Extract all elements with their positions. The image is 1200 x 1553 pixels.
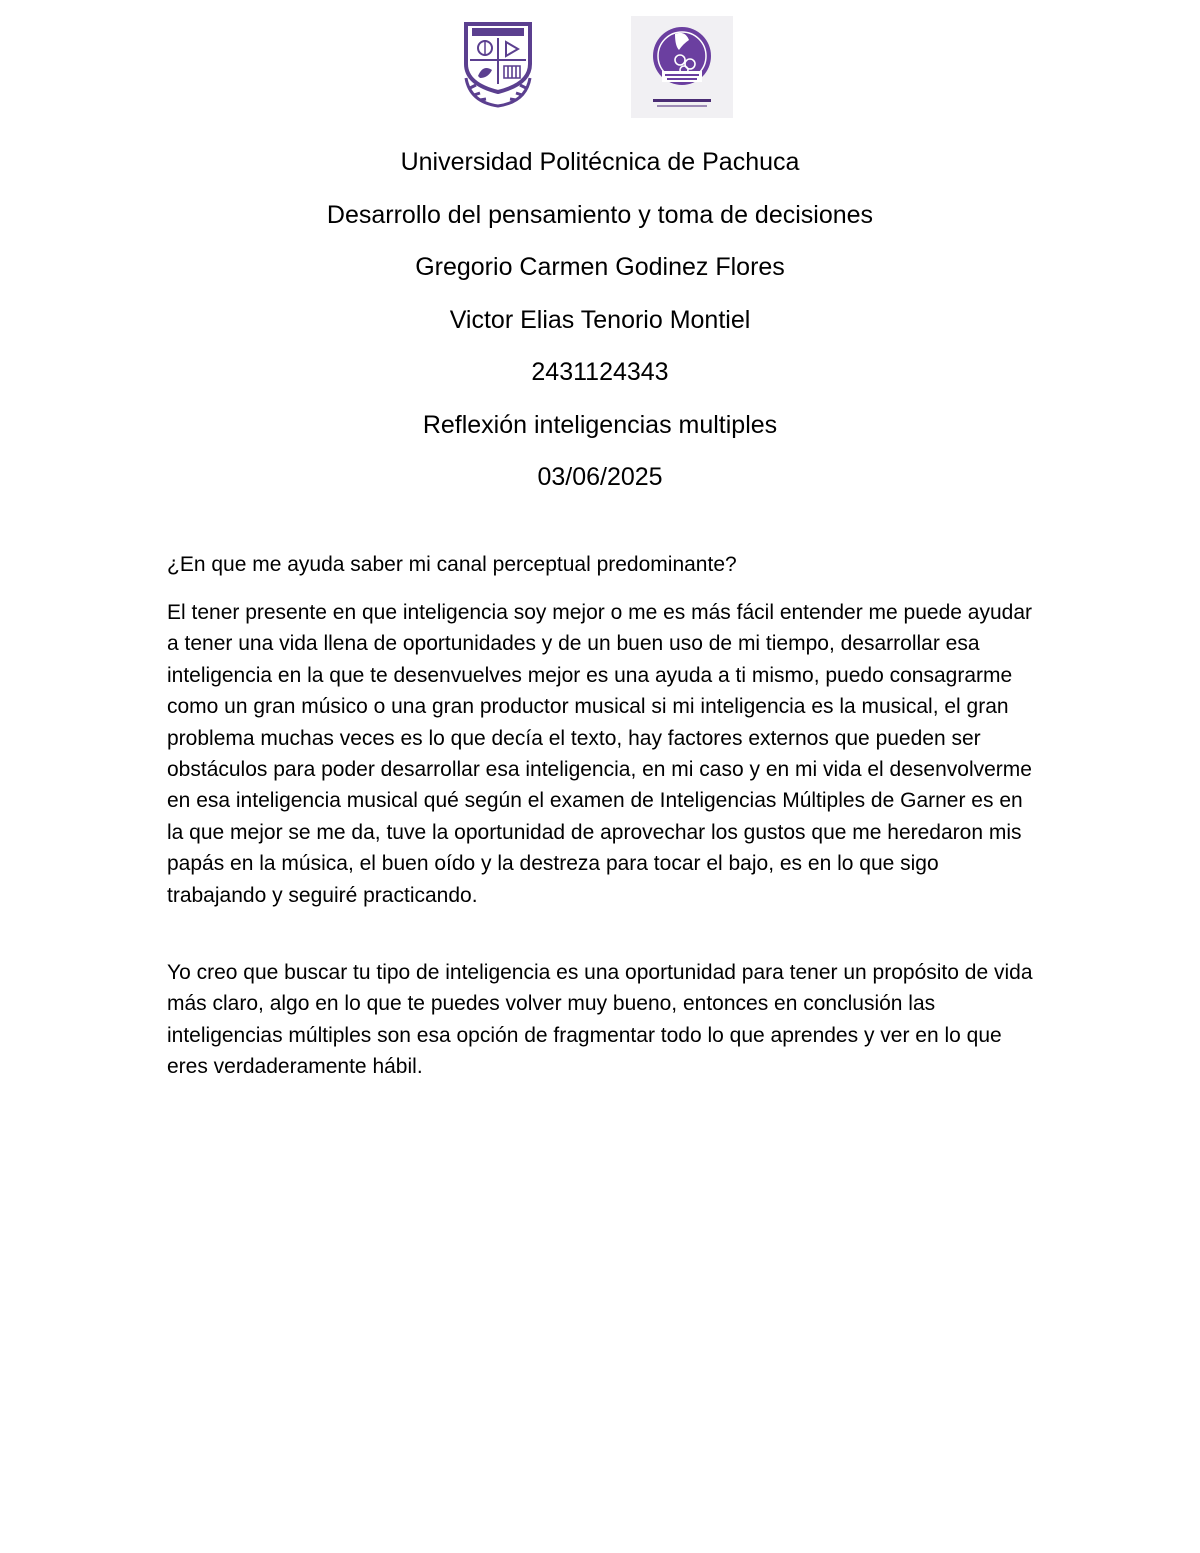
assignment-title: Reflexión inteligencias multiples: [422, 410, 778, 439]
question-heading: ¿En que me ayuda saber mi canal perceptual predominante?: [167, 553, 737, 576]
teacher-name: Gregorio Carmen Godinez Flores: [415, 253, 785, 281]
paragraph-2: Yo creo que buscar tu tipo de inteligencia es una oportunidad para tener un propósito de vida más claro, algo en lo que te puedes volver muy bueno, entonces en conclusión las inteligencias múltiples son esa opción de fragmentar todo lo que aprendes y ver en lo que eres verdaderamente hábil.: [167, 961, 1033, 1079]
paragraph-1: El tener presente en que inteligencia soy mejor o me es más fácil entender me puede ayudar a tener una vida llena de oportunidades y de un buen uso de mi tiempo, desarrollar esa inteligencia en la que te desenvuelves mejor es una ayuda a ti mismo, puedo consagrarme como un gran músico o una gran productor musical si mi inteligencia es la musical, el gran problema muchas veces es lo que decía el texto, hay factores externos que pueden ser obstáculos para poder desarrollar esa inteligencia, en mi caso y en mi vida el desenvolverme en esa inteligencia musical qué según el examen de Inteligencias Múltiples de Garner es en la que mejor se me da, tuve la oportunidad de aprovechar los gustos que me heredaron mis papás en la música, el buen oído y la destreza para tocar el bajo, es en lo que sigo trabajando y seguiré practicando.: [167, 601, 1032, 907]
student-id: 2431124343: [531, 358, 669, 386]
cover-header: [0, 136, 1200, 504]
university-crest-icon: [458, 18, 538, 112]
biotech-emblem-icon: [631, 16, 733, 118]
university-name: Universidad Politécnica de Pachuca: [400, 148, 800, 176]
student-name: Victor Elias Tenorio Montiel: [449, 305, 751, 334]
logo-bar: [0, 16, 1200, 120]
date: 03/06/2025: [537, 463, 663, 491]
course-name: Desarrollo del pensamiento y toma de decisiones: [326, 200, 874, 229]
